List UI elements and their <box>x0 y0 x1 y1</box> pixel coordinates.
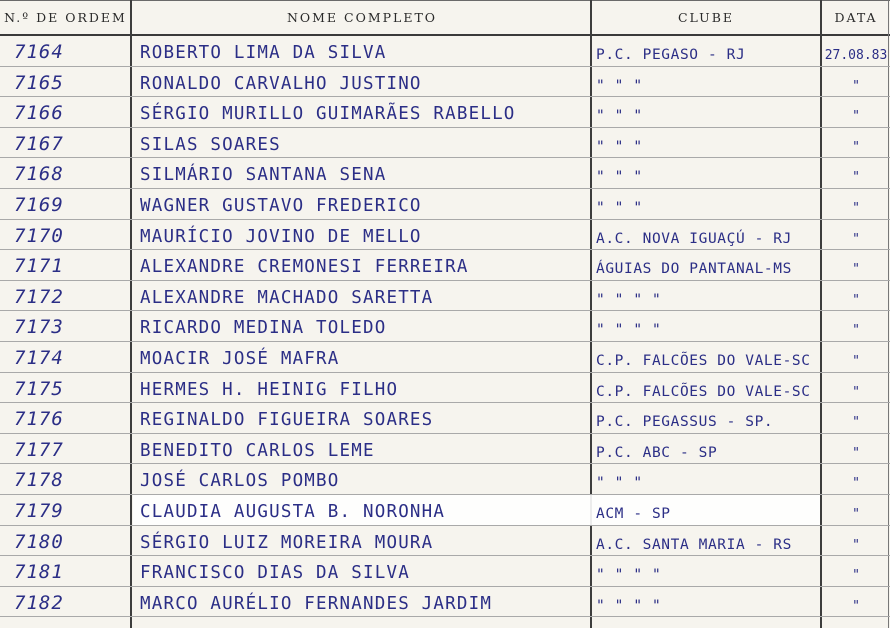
full-name-cell: SILMÁRIO SANTANA SENA <box>140 165 387 186</box>
club-cell: " " " <box>596 475 643 492</box>
date-cell: " <box>852 323 860 339</box>
full-name-cell: REGINALDO FIGUEIRA SOARES <box>140 410 434 431</box>
full-name-cell: ALEXANDRE MACHADO SARETTA <box>140 287 434 308</box>
order-number-cell: 7171 <box>14 255 64 278</box>
club-cell: A.C. NOVA IGUAÇÚ - RJ <box>596 230 792 247</box>
table-row <box>0 311 890 342</box>
full-name-cell: FRANCISCO DIAS DA SILVA <box>140 563 410 584</box>
header-full-name: NOME COMPLETO <box>286 10 438 25</box>
club-cell: ACM - SP <box>596 506 671 522</box>
header-club: CLUBE <box>677 10 735 25</box>
order-number-cell: 7167 <box>14 132 64 155</box>
club-cell: " " " <box>596 169 643 186</box>
date-cell: " <box>852 354 860 369</box>
date-cell: " <box>852 201 860 216</box>
table-row <box>0 67 890 98</box>
table-row <box>0 220 890 251</box>
date-cell: " <box>852 139 860 155</box>
table-row <box>0 128 890 159</box>
full-name-cell: SILAS SOARES <box>140 134 281 155</box>
table-row <box>0 556 890 587</box>
order-number-cell: 7164 <box>14 41 64 63</box>
date-cell: " <box>852 568 860 584</box>
date-cell: " <box>852 262 860 278</box>
full-name-cell: MARCO AURÉLIO FERNANDES JARDIM <box>140 593 493 614</box>
full-name-cell: SÉRGIO MURILLO GUIMARÃES RABELLO <box>140 104 516 125</box>
order-number-cell: 7166 <box>14 102 64 125</box>
order-number-cell: 7175 <box>14 377 64 400</box>
full-name-cell: MOACIR JOSÉ MAFRA <box>140 349 340 369</box>
order-number-cell: 7178 <box>14 469 64 492</box>
table-row <box>0 587 890 618</box>
club-cell: ÁGUIAS DO PANTANAL-MS <box>596 261 792 278</box>
full-name-cell: WAGNER GUSTAVO FREDERICO <box>140 196 422 216</box>
table-row <box>0 434 890 465</box>
club-cell: C.P. FALCÕES DO VALE-SC <box>596 383 811 400</box>
header-date: DATA <box>834 10 878 25</box>
order-number-cell: 7177 <box>14 438 64 461</box>
table-row <box>0 158 890 189</box>
club-cell: A.C. SANTA MARIA - RS <box>596 536 792 553</box>
full-name-cell: ROBERTO LIMA DA SILVA <box>140 43 387 63</box>
table-row <box>0 189 890 220</box>
club-cell: " " " " <box>596 291 662 308</box>
table-row <box>0 36 890 67</box>
header-order-number: N.º DE ORDEM <box>4 10 127 25</box>
club-cell: P.C. ABC - SP <box>596 444 718 461</box>
full-name-cell: JOSÉ CARLOS POMBO <box>140 471 340 492</box>
full-name-cell: ALEXANDRE CREMONESI FERREIRA <box>140 257 469 278</box>
order-number-cell: 7170 <box>14 224 64 247</box>
club-cell: " " " " <box>596 567 662 584</box>
order-number-cell: 7182 <box>14 591 64 614</box>
full-name-cell: RONALDO CARVALHO JUSTINO <box>140 73 422 94</box>
date-cell: " <box>852 170 860 186</box>
club-cell: " " " <box>596 77 643 94</box>
table-row <box>0 342 890 373</box>
date-cell: " <box>852 109 860 125</box>
order-number-cell: 7169 <box>14 194 64 216</box>
date-cell: 27.08.83 <box>824 48 888 63</box>
date-cell: " <box>852 507 860 522</box>
full-name-cell: RICARDO MEDINA TOLEDO <box>140 318 387 339</box>
table-row <box>0 250 890 281</box>
date-cell: " <box>852 598 860 614</box>
date-cell: " <box>852 78 860 94</box>
date-cell: " <box>852 231 860 247</box>
order-number-cell: 7176 <box>14 408 64 431</box>
order-number-cell: 7181 <box>14 561 64 584</box>
date-cell: " <box>852 445 860 461</box>
date-cell: " <box>852 537 860 553</box>
date-cell: " <box>852 415 860 431</box>
date-cell: " <box>852 476 860 492</box>
order-number-cell: 7179 <box>14 500 64 522</box>
order-number-cell: 7180 <box>14 530 64 553</box>
club-cell: C.P. FALCÕES DO VALE-SC <box>596 353 811 369</box>
date-cell: " <box>852 292 860 308</box>
club-cell: " " " <box>596 108 643 125</box>
club-cell: " " " <box>596 200 643 216</box>
table-row <box>0 464 890 495</box>
full-name-cell: HERMES H. HEINIG FILHO <box>140 379 399 400</box>
table-header <box>0 0 890 35</box>
order-number-cell: 7173 <box>14 316 64 339</box>
full-name-cell: SÉRGIO LUIZ MOREIRA MOURA <box>140 532 434 553</box>
order-number-cell: 7172 <box>14 285 64 308</box>
date-cell: " <box>852 384 860 400</box>
club-cell: " " " " <box>596 322 662 339</box>
club-cell: P.C. PEGASSUS - SP. <box>596 414 774 431</box>
full-name-cell: CLAUDIA AUGUSTA B. NORONHA <box>140 502 446 522</box>
club-cell: " " " <box>596 138 643 155</box>
table-row <box>0 281 890 312</box>
table-row <box>0 526 890 557</box>
table-row <box>0 373 890 404</box>
full-name-cell: MAURÍCIO JOVINO DE MELLO <box>140 226 422 247</box>
order-number-cell: 7165 <box>14 71 64 94</box>
order-number-cell: 7168 <box>14 163 64 186</box>
table-row <box>0 403 890 434</box>
club-cell: " " " " <box>596 597 662 614</box>
table-row <box>0 495 890 526</box>
table-row <box>0 97 890 128</box>
full-name-cell: BENEDITO CARLOS LEME <box>140 440 375 461</box>
order-number-cell: 7174 <box>14 347 64 369</box>
club-cell: P.C. PEGASO - RJ <box>596 47 746 63</box>
